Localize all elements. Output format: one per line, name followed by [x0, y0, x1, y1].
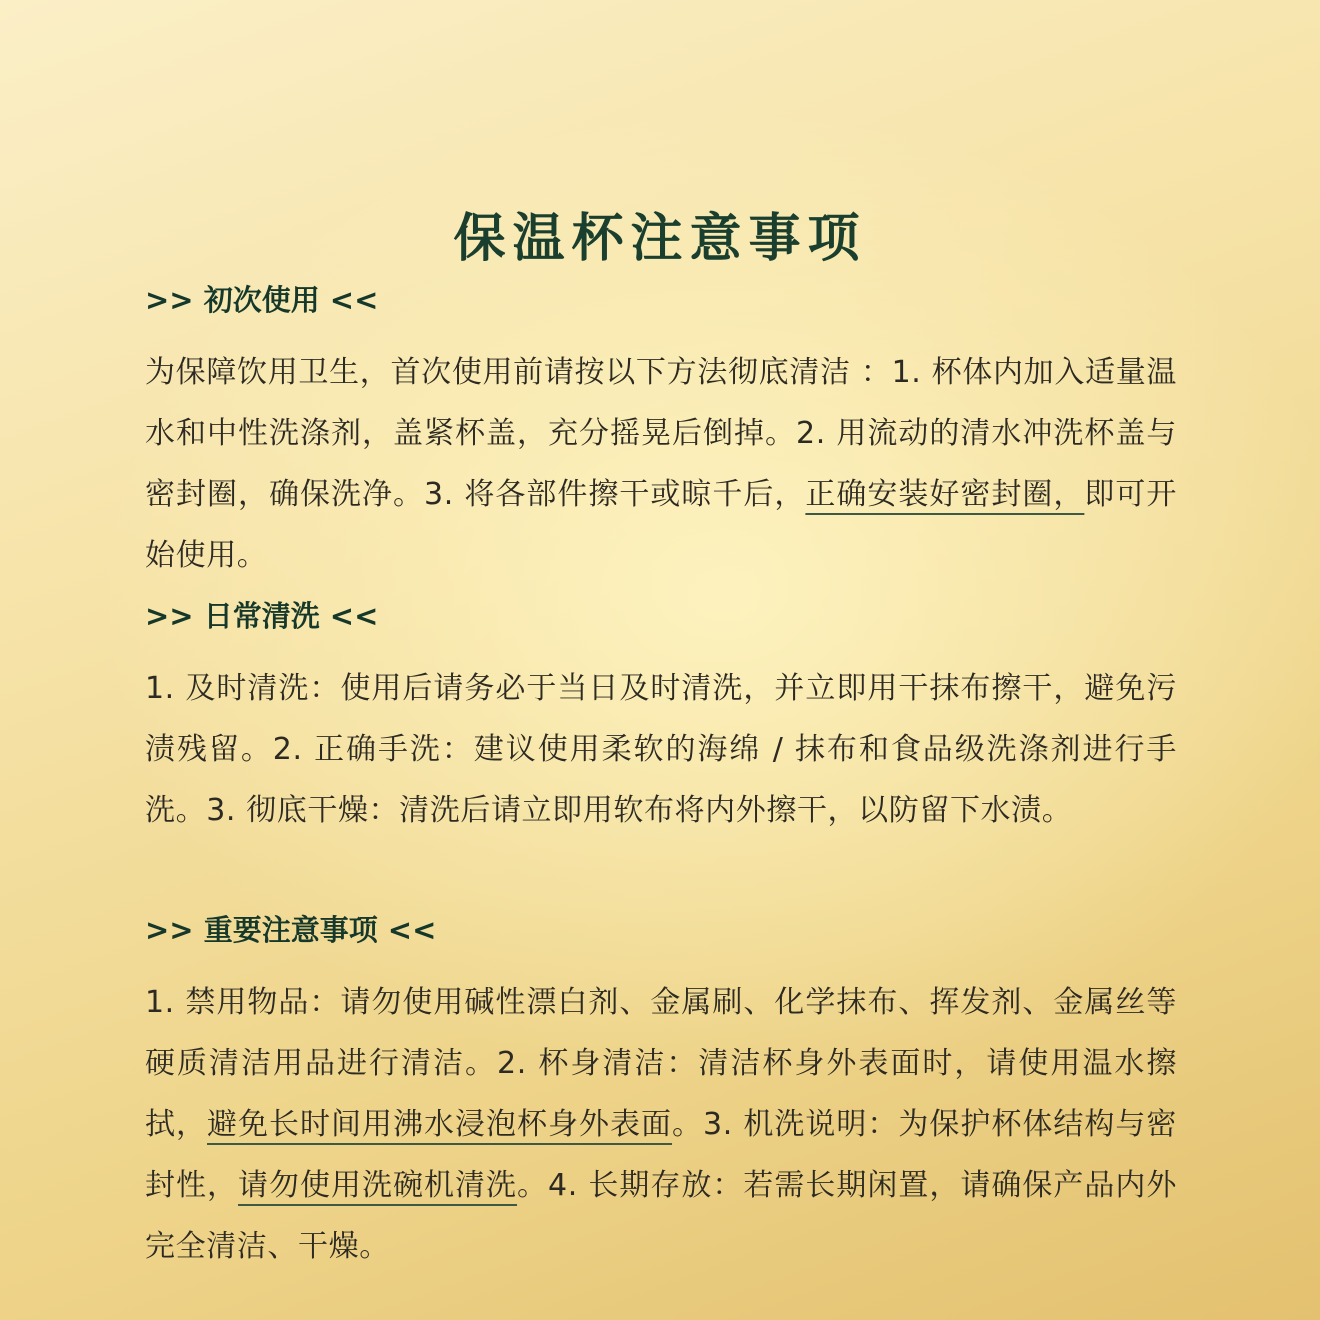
underlined-text: 正确安装好密封圈，	[805, 477, 1085, 512]
section-first-use	[145, 280, 1177, 586]
underlined-text: 请勿使用洗碗机清洗	[238, 1168, 518, 1203]
section-heading: >> 日常清洗 <<	[145, 599, 379, 633]
body-text: 1. 及时清洗：使用后请务必于当日及时清洗，并立即用干抹布擦干，避免污渍残留。2. 正确手洗：建议使用柔软的海绵 / 抹布和食品级洗涤剂进行手洗。3. 彻底干燥：清洗后请立即用软布将内外擦干，以防留下水渍。	[145, 671, 1177, 828]
section-body	[145, 658, 1177, 841]
body-text: 即可开始使用。	[145, 477, 1177, 573]
section-body	[145, 972, 1177, 1277]
section-heading: >> 重要注意事项 <<	[145, 913, 437, 947]
body-text: 1. 禁用物品：请勿使用碱性漂白剂、金属刷、化学抹布、挥发剂、金属丝等硬质清洁用品进行清洁。2. 杯身清洁：清洁杯身外表面时，请使用温水擦拭，	[145, 985, 1177, 1142]
body-text: 为保障饮用卫生，首次使用前请按以下方法彻底清洁 ：1. 杯体内加入适量温水和中性洗涤剂，盖紧杯盖，充分摇晃后倒掉。2. 用流动的清水冲洗杯盖与密封圈，确保洗净。3. 将各部件擦干或晾千后，	[145, 355, 1177, 512]
body-text: 。4. 长期存放：若需长期闲置，请确保产品内外完全清洁、干燥。	[145, 1168, 1177, 1264]
page-title: 保温杯注意事项	[453, 208, 867, 269]
section-heading: >> 初次使用 <<	[145, 283, 379, 317]
body-text: 。3. 机洗说明：为保护杯体结构与密封性，	[145, 1107, 1178, 1203]
section-daily-cleaning	[145, 596, 1177, 841]
underlined-text: 避免长时间用沸水浸泡杯身外表面	[207, 1107, 673, 1142]
section-body	[145, 342, 1177, 586]
section-important-notes	[145, 910, 1177, 1277]
